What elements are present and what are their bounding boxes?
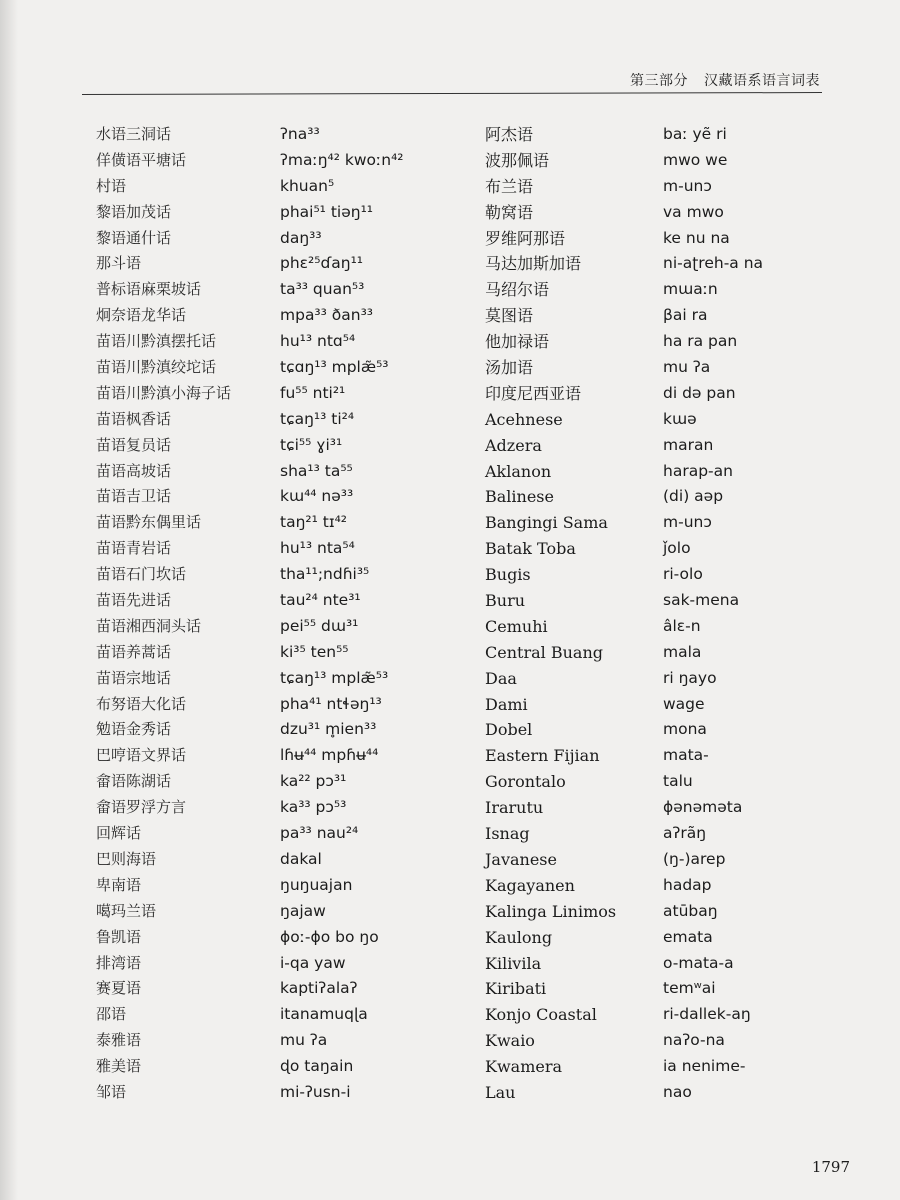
word-form-zh: ŋajaw <box>280 901 326 920</box>
language-name-other: 布兰语 <box>485 176 534 196</box>
word-list-row <box>0 925 900 951</box>
word-form-other: va mwo <box>663 202 724 221</box>
word-form-zh: tau²⁴ nte³¹ <box>280 591 361 610</box>
word-form-zh: tɕaŋ¹³ mplæ̃⁵³ <box>280 668 389 687</box>
language-name-zh: 苗语川黔滇绞坨话 <box>96 358 217 377</box>
language-name-zh: 炯奈语龙华话 <box>96 306 187 325</box>
language-name-zh: 噶玛兰语 <box>96 901 157 920</box>
language-name-other: Kaulong <box>485 927 553 947</box>
language-name-other: Eastern Fijian <box>485 746 600 766</box>
word-form-other: nao <box>663 1082 692 1101</box>
language-name-zh: 佯僙语平塘话 <box>96 150 187 169</box>
language-name-zh: 排湾语 <box>96 953 142 972</box>
language-name-other: 罗维阿那语 <box>485 228 566 248</box>
word-form-zh: taŋ²¹ tɪ⁴² <box>280 513 348 532</box>
word-form-zh: tɕaŋ¹³ ti²⁴ <box>280 409 355 428</box>
word-list-row <box>0 795 900 821</box>
word-form-other: ǰolo <box>663 539 691 558</box>
language-name-zh: 苗语川黔滇小海子话 <box>96 383 232 402</box>
word-form-other: o-mata-a <box>663 953 734 972</box>
word-list-row <box>0 640 900 666</box>
word-list <box>0 122 900 1106</box>
word-form-other: harap-an <box>663 461 733 480</box>
word-form-other: ri ŋayo <box>663 668 717 687</box>
word-form-other: maran <box>663 435 714 454</box>
header-rule <box>82 92 822 95</box>
word-form-zh: ŋuŋuajan <box>280 875 353 894</box>
word-list-row <box>0 769 900 795</box>
language-name-zh: 泰雅语 <box>96 1031 142 1050</box>
word-form-other: ri-olo <box>663 565 703 584</box>
language-name-zh: 水语三洞话 <box>96 125 172 143</box>
word-form-zh: dakal <box>280 849 322 868</box>
language-name-other: 阿杰语 <box>485 125 534 144</box>
word-form-zh: ɸoː-ɸo bo ŋo <box>280 927 379 946</box>
word-form-zh: ʔmaːŋ⁴² kwoːn⁴² <box>280 150 404 169</box>
language-name-zh: 畲语罗浮方言 <box>96 798 187 817</box>
word-list-row <box>0 873 900 899</box>
language-name-other: 波那佩语 <box>485 150 550 170</box>
word-list-row <box>0 562 900 588</box>
word-form-zh: mu ʔa <box>280 1031 328 1050</box>
word-form-zh: ta³³ quan⁵³ <box>280 280 365 299</box>
language-name-other: Cemuhi <box>485 616 548 636</box>
language-name-other: Dobel <box>485 720 533 740</box>
language-name-zh: 邹语 <box>96 1082 127 1101</box>
language-name-other: 他加禄语 <box>485 332 550 352</box>
word-form-zh: tha¹¹;ndɦi³⁵ <box>280 565 370 584</box>
language-name-zh: 苗语复员话 <box>96 435 172 454</box>
word-form-zh: sha¹³ ta⁵⁵ <box>280 461 353 480</box>
word-form-other: wage <box>663 694 705 713</box>
language-name-zh: 苗语养蒿话 <box>96 642 172 661</box>
language-name-other: 印度尼西亚语 <box>485 383 582 403</box>
word-form-other: m-unɔ <box>663 513 712 532</box>
language-name-other: Kilivila <box>485 953 542 973</box>
word-list-row <box>0 1054 900 1080</box>
word-list-row <box>0 459 900 485</box>
language-name-other: Gorontalo <box>485 772 566 792</box>
word-list-row <box>0 717 900 743</box>
word-form-other: mata- <box>663 746 709 765</box>
word-form-zh: ka³³ pɔ⁵³ <box>280 798 347 817</box>
word-form-zh: dzu³¹ m̥ien³³ <box>280 720 377 739</box>
running-header <box>630 70 820 90</box>
header-part: 第三部分 <box>630 73 688 89</box>
word-form-other: atūbaŋ <box>663 901 718 920</box>
language-name-zh: 赛夏语 <box>96 979 142 998</box>
language-name-other: 勒窝语 <box>485 202 534 222</box>
word-form-other: aʔrãŋ <box>663 824 707 843</box>
word-form-other: m-unɔ <box>663 176 712 195</box>
language-name-zh: 苗语青岩话 <box>96 539 172 558</box>
word-form-other: ke nu na <box>663 228 730 247</box>
language-name-other: Batak Toba <box>485 539 576 559</box>
word-form-other: kɯə <box>663 409 697 428</box>
language-name-other: Dami <box>485 694 528 714</box>
language-name-other: Aklanon <box>485 461 552 481</box>
language-name-other: Daa <box>485 668 517 688</box>
word-form-zh: ʔna³³ <box>280 125 320 143</box>
word-form-other: mu ʔa <box>663 358 711 377</box>
word-form-zh: mpa³³ ðan³³ <box>280 306 374 325</box>
word-form-other: âlɛ-n <box>663 616 701 635</box>
language-name-other: Konjo Coastal <box>485 1005 597 1025</box>
word-list-row <box>0 407 900 433</box>
header-section-title: 汉藏语系语言词表 <box>704 73 820 89</box>
language-name-other: Lau <box>485 1082 516 1102</box>
language-name-zh: 苗语黔东偶里话 <box>96 513 202 532</box>
word-form-other: naʔo-na <box>663 1031 725 1050</box>
language-name-zh: 邵语 <box>96 1005 127 1024</box>
word-list-row <box>0 614 900 640</box>
word-form-zh: ka²² pɔ³¹ <box>280 772 347 791</box>
word-form-zh: mi-ʔusn-i <box>280 1082 351 1101</box>
word-list-row <box>0 200 900 226</box>
language-name-other: Balinese <box>485 487 554 507</box>
word-list-row <box>0 303 900 329</box>
word-form-zh: pei⁵⁵ dɯ³¹ <box>280 616 359 635</box>
language-name-other: Javanese <box>485 849 557 869</box>
language-name-other: Acehnese <box>485 409 563 429</box>
word-list-row <box>0 899 900 925</box>
language-name-zh: 苗语宗地话 <box>96 668 172 687</box>
word-form-other: (ŋ-)arep <box>663 849 726 868</box>
word-form-other: mwo we <box>663 150 728 169</box>
word-form-zh: lɦʉ⁴⁴ mpɦʉ⁴⁴ <box>280 746 379 765</box>
word-list-row <box>0 484 900 510</box>
word-list-row <box>0 666 900 692</box>
language-name-other: Kwaio <box>485 1031 535 1051</box>
word-list-row <box>0 847 900 873</box>
word-form-other: ɸənəmәta <box>663 798 743 817</box>
word-form-other: mona <box>663 720 707 739</box>
language-name-zh: 村语 <box>96 176 127 195</box>
language-name-other: 马绍尔语 <box>485 280 550 300</box>
word-form-zh: khuan⁵ <box>280 176 335 195</box>
word-list-row <box>0 1028 900 1054</box>
page-number: 1797 <box>811 1158 850 1176</box>
word-form-zh: ki³⁵ ten⁵⁵ <box>280 642 349 661</box>
word-form-other: sak-mena <box>663 591 740 610</box>
language-name-other: Kiribati <box>485 979 547 999</box>
word-form-other: baː yẽ ri <box>663 125 727 143</box>
language-name-zh: 勉语金秀话 <box>96 720 172 739</box>
word-form-other: emata <box>663 927 713 946</box>
word-list-row <box>0 951 900 977</box>
language-name-other: Buru <box>485 591 526 611</box>
language-name-other: Isnag <box>485 824 530 844</box>
language-name-zh: 回辉话 <box>96 824 142 843</box>
language-name-zh: 畲语陈湖话 <box>96 772 172 791</box>
word-form-zh: pa³³ nau²⁴ <box>280 824 359 843</box>
word-form-other: talu <box>663 772 693 791</box>
language-name-other: 汤加语 <box>485 358 534 378</box>
word-form-other: ha ra pan <box>663 332 738 351</box>
language-name-other: Bugis <box>485 565 531 585</box>
word-form-zh: kɯ⁴⁴ nə³³ <box>280 487 354 506</box>
word-form-other: mɯaːn <box>663 280 718 299</box>
language-name-other: Kalinga Linimos <box>485 901 617 921</box>
word-list-row <box>0 251 900 277</box>
word-list-row <box>0 536 900 562</box>
language-name-zh: 苗语湘西洞头话 <box>96 616 202 635</box>
language-name-zh: 黎语加茂话 <box>96 202 172 221</box>
word-list-row <box>0 976 900 1002</box>
word-list-row <box>0 821 900 847</box>
word-form-zh: itanamuqɭa <box>280 1005 368 1024</box>
word-list-row <box>0 743 900 769</box>
word-form-other: (di) aəp <box>663 487 724 506</box>
language-name-zh: 巴则海语 <box>96 849 157 868</box>
language-name-zh: 雅美语 <box>96 1057 142 1076</box>
word-form-other: temʷai <box>663 979 716 998</box>
word-form-zh: phai⁵¹ tiəŋ¹¹ <box>280 202 373 221</box>
language-name-zh: 那斗语 <box>96 254 142 273</box>
word-form-zh: pha⁴¹ ntɬəŋ¹³ <box>280 694 382 713</box>
word-form-zh: ɖo taŋain <box>280 1057 354 1076</box>
word-list-row <box>0 329 900 355</box>
word-list-row <box>0 510 900 536</box>
language-name-zh: 苗语吉卫话 <box>96 487 172 506</box>
language-name-other: Irarutu <box>485 798 544 818</box>
language-name-zh: 黎语通什话 <box>96 228 172 247</box>
language-name-zh: 鲁凯语 <box>96 927 142 946</box>
word-list-row <box>0 1080 900 1106</box>
language-name-other: Bangingi Sama <box>485 513 608 533</box>
word-list-row <box>0 588 900 614</box>
word-form-zh: daŋ³³ <box>280 228 322 247</box>
word-form-other: di də pan <box>663 383 736 402</box>
word-list-row <box>0 174 900 200</box>
word-form-other: ri-dallek-aŋ <box>663 1005 751 1024</box>
language-name-zh: 普标语麻栗坡话 <box>96 280 202 299</box>
word-form-other: hadap <box>663 875 712 894</box>
language-name-other: Kagayanen <box>485 875 575 895</box>
language-name-zh: 卑南语 <box>96 875 142 894</box>
word-form-zh: i-qa yaw <box>280 953 346 972</box>
language-name-other: 莫图语 <box>485 306 534 326</box>
word-list-row <box>0 122 900 148</box>
language-name-zh: 苗语高坡话 <box>96 461 172 480</box>
language-name-zh: 苗语先进话 <box>96 591 172 610</box>
language-name-other: Adzera <box>485 435 542 455</box>
word-form-zh: phɛ²⁵ɗaŋ¹¹ <box>280 254 364 273</box>
word-form-other: ni-aʈreh-a na <box>663 254 764 273</box>
language-name-zh: 布努语大化话 <box>96 694 187 713</box>
word-list-row <box>0 277 900 303</box>
word-form-zh: tɕi⁵⁵ ɣi³¹ <box>280 435 343 454</box>
word-form-zh: kaptiʔalaʔ <box>280 979 358 998</box>
word-list-row <box>0 355 900 381</box>
word-list-row <box>0 381 900 407</box>
language-name-zh: 巴哼语文界话 <box>96 746 187 765</box>
language-name-other: Kwamera <box>485 1057 563 1077</box>
word-list-row <box>0 433 900 459</box>
language-name-other: 马达加斯加语 <box>485 254 582 274</box>
language-name-other: Central Buang <box>485 642 603 662</box>
word-list-row <box>0 692 900 718</box>
word-list-row <box>0 1002 900 1028</box>
word-list-row <box>0 148 900 174</box>
word-form-zh: tɕɑŋ¹³ mplæ̃⁵³ <box>280 358 389 377</box>
language-name-zh: 苗语石门坎话 <box>96 565 187 584</box>
word-form-other: mala <box>663 642 702 661</box>
language-name-zh: 苗语枫香话 <box>96 409 172 428</box>
language-name-zh: 苗语川黔滇摆托话 <box>96 332 217 351</box>
word-form-zh: fu⁵⁵ nti²¹ <box>280 383 346 402</box>
word-list-row <box>0 226 900 252</box>
word-form-other: βai ra <box>663 306 708 325</box>
word-form-other: ia nenime- <box>663 1057 746 1076</box>
word-form-zh: hu¹³ nta⁵⁴ <box>280 539 355 558</box>
word-form-zh: hu¹³ ntɑ⁵⁴ <box>280 332 356 351</box>
